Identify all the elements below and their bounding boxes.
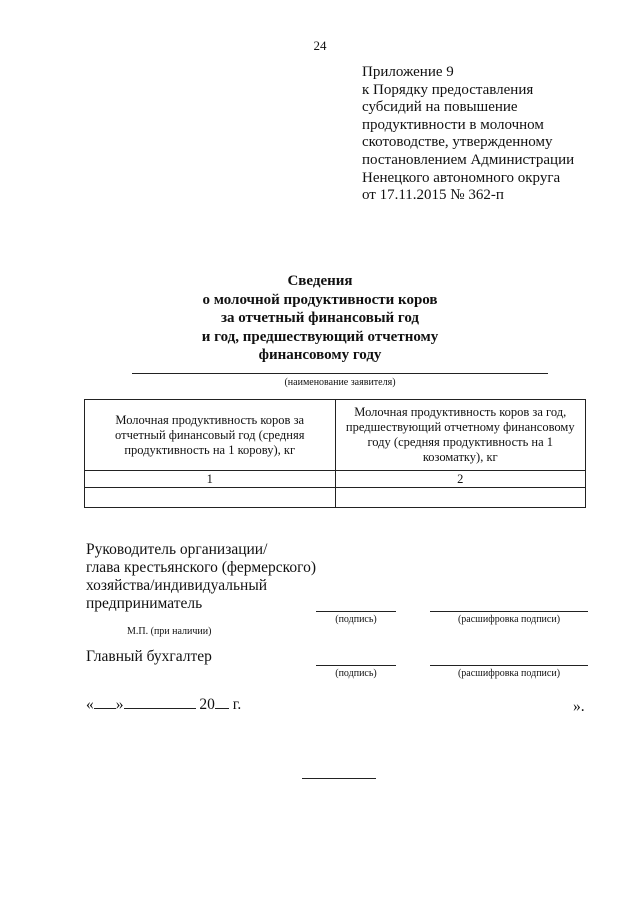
appendix-line: постановлением Администрации <box>362 151 575 168</box>
column-number: 2 <box>335 471 586 488</box>
date-close-quote: » <box>115 696 124 713</box>
year-suffix: г. <box>232 696 242 713</box>
signature-caption: (подпись) <box>335 668 377 679</box>
head-signatory-label <box>86 541 316 613</box>
signatory-line: хозяйства/индивидуальный <box>86 577 268 594</box>
appendix-line: от 17.11.2015 № 362-п <box>362 187 504 204</box>
table-row <box>85 488 586 508</box>
appendix-line: скотоводстве, утвержденному <box>362 134 553 151</box>
month-field[interactable] <box>124 694 196 709</box>
applicant-caption: (наименование заявителя) <box>284 377 396 388</box>
signatory-line: глава крестьянского (фермерского) <box>86 559 317 576</box>
year-field[interactable] <box>215 694 229 709</box>
document-title <box>0 272 640 365</box>
table-number-row <box>85 471 586 488</box>
closing-quote: ». <box>573 698 585 715</box>
title-line: и год, предшествующий отчетному <box>201 328 439 345</box>
date-open-quote: « <box>86 696 94 713</box>
signatory-line: предприниматель <box>86 595 203 612</box>
head-signature-decoding-field[interactable] <box>430 611 588 612</box>
productivity-table <box>84 399 586 508</box>
title-line: финансовому году <box>258 347 382 363</box>
applicant-name-field[interactable] <box>132 373 548 374</box>
date-field <box>86 694 241 714</box>
appendix-block <box>362 64 574 205</box>
table-header-row <box>85 400 586 471</box>
day-field[interactable] <box>94 694 116 709</box>
appendix-line: субсидий на повышение <box>362 99 518 116</box>
appendix-line: Приложение 9 <box>362 64 454 80</box>
signature-caption: (подпись) <box>335 614 377 625</box>
title-line: Сведения <box>287 273 353 289</box>
table-cell-previous-year[interactable] <box>335 488 586 508</box>
appendix-line: к Порядку предоставления <box>362 81 534 98</box>
title-line: о молочной продуктивности коров <box>202 291 438 308</box>
page-number: 24 <box>313 38 327 53</box>
decoding-caption: (расшифровка подписи) <box>457 614 561 625</box>
appendix-line: продуктивности в молочном <box>362 116 544 133</box>
title-line: за отчетный финансовый год <box>220 310 420 326</box>
chief-accountant-label: Главный бухгалтер <box>86 648 212 665</box>
document-end-rule <box>302 778 376 779</box>
column-number: 1 <box>85 471 336 488</box>
column-header-previous-year: Молочная продуктивность коров за год, предшествующий отчетному финансовому году (средняя продуктивность на 1 козоматку), кг <box>335 400 586 471</box>
column-header-current-year: Молочная продуктивность коров за отчетный финансовый год (средняя продуктивность на 1 корову), кг <box>85 400 336 471</box>
year-prefix: 20 <box>199 696 215 713</box>
signatory-line: Руководитель организации/ <box>86 541 268 558</box>
accountant-signature-field[interactable] <box>316 665 396 666</box>
accountant-signature-decoding-field[interactable] <box>430 665 588 666</box>
decoding-caption: (расшифровка подписи) <box>457 668 561 679</box>
head-signature-field[interactable] <box>316 611 396 612</box>
stamp-label: М.П. (при наличии) <box>127 626 212 637</box>
appendix-line: Ненецкого автономного округа <box>362 169 561 186</box>
table-cell-current-year[interactable] <box>85 488 336 508</box>
